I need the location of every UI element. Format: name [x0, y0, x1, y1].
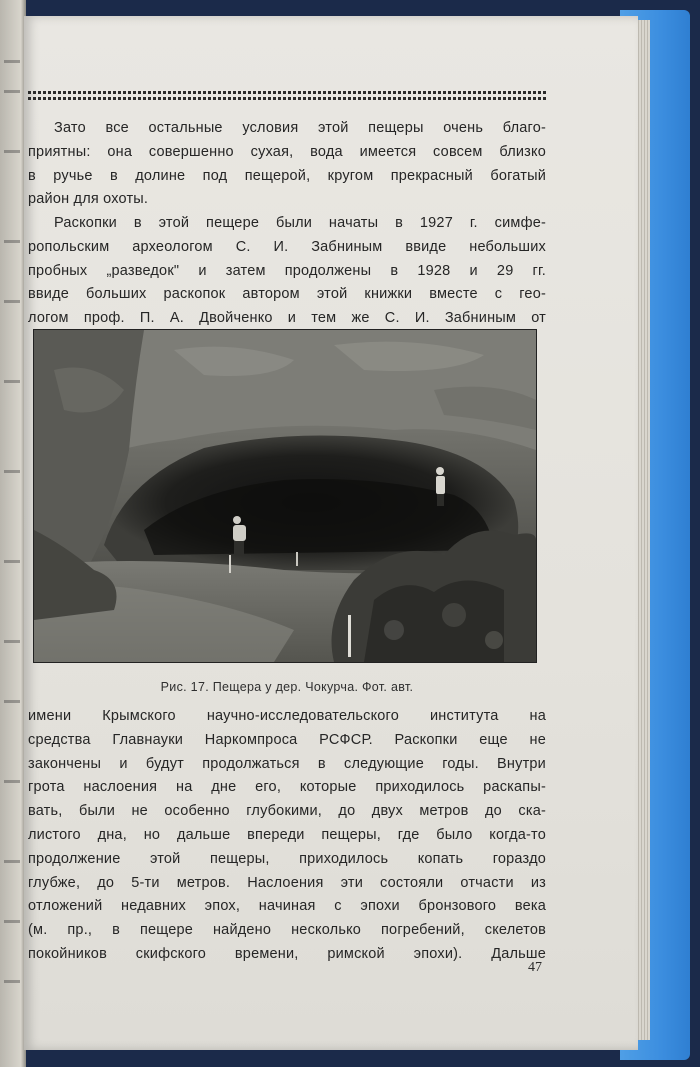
text-line: средства Главнауки Наркомпроса РСФСР. Раскопки еще не — [28, 731, 546, 748]
second-paragraph — [28, 212, 546, 331]
text-line: район для охоты. — [28, 191, 149, 208]
page-stack-edge — [636, 20, 650, 1040]
text-line: логом проф. П. А. Двойченко и тем же С. И. Забниным от — [28, 310, 546, 327]
text-line: ропольским археологом С. И. Забниным ввиде небольших — [28, 238, 546, 255]
text-line: приятны: она совершенно сухая, вода имеется совсем близко — [28, 143, 546, 160]
text-line: вать, были не особенно глубокими, до двух метров до ска- — [28, 803, 546, 820]
text-line: глубже, до 5-ти метров. Наслоения эти состояли отчасти из — [28, 874, 546, 891]
text-line: закончены и будут продолжаться в следующие годы. Внутри — [28, 755, 546, 772]
text-line: листого дна, но дальше впереди пещеры, где было когда-то — [28, 826, 546, 843]
figure-caption: Рис. 17. Пещера у дер. Чокурча. Фот. авт. — [160, 680, 414, 694]
left-page-edge — [0, 0, 26, 1067]
top-paragraph — [28, 117, 546, 212]
header-rule — [28, 91, 548, 100]
text-line: Зато все остальные условия этой пещеры очень благо- — [54, 120, 546, 136]
bottom-paragraph — [28, 705, 546, 967]
text-line: покойников скифского времени, римской эпохи). Дальше — [28, 945, 546, 962]
text-line: пробных „разведок" и затем продолжены в 1928 и 29 гг. — [28, 262, 546, 279]
text-line: ввиде больших раскопок автором этой книжки вместе с гео- — [28, 286, 546, 303]
page-number: 47 — [528, 960, 542, 975]
text-line: Раскопки в этой пещере были начаты в 1927 г. симфе- — [54, 215, 546, 231]
text-line: отложений недавних эпох, начиная с эпохи бронзового века — [28, 898, 546, 915]
book-page — [24, 16, 638, 1050]
text-line: (м. пр., в пещере найдено несколько погребений, скелетов — [28, 922, 546, 939]
text-line: имени Крымского научно-исследовательского института на — [28, 708, 546, 724]
cave-photo — [33, 329, 537, 663]
text-line: в ручье в долине под пещерой, кругом прекрасный богатый — [28, 167, 546, 184]
text-line: грота наслоения на дне его, которые приходилось раскапы- — [28, 779, 546, 796]
text-line: продолжение этой пещеры, приходилось копать гораздо — [28, 850, 546, 867]
